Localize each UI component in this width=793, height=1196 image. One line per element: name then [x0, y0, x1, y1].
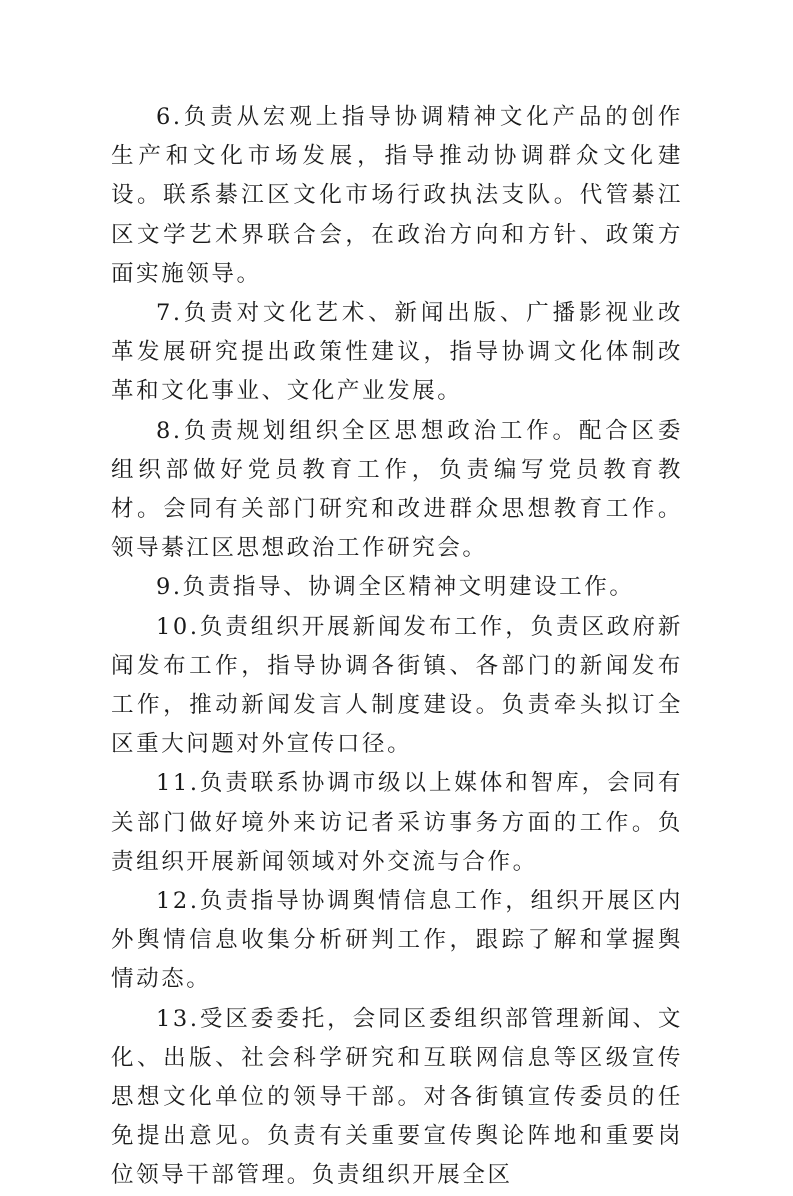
paragraph-item-12: 12.负责指导协调舆情信息工作，组织开展区内外舆情信息收集分析研判工作，跟踪了解和掌握舆情动态。 [111, 888, 683, 993]
document-body [111, 98, 683, 1196]
paragraph-item-8: 8.负责规划组织全区思想政治工作。配合区委组织部做好党员教育工作，负责编写党员教育教材。会同有关部门研究和改进群众思想教育工作。领导綦江区思想政治工作研究会。 [111, 417, 683, 562]
paragraph-item-10: 10.负责组织开展新闻发布工作，负责区政府新闻发布工作，指导协调各街镇、各部门的新闻发布工作，推动新闻发言人制度建设。负责牵头拟订全区重大问题对外宣传口径。 [111, 613, 683, 758]
paragraph-item-13: 13.受区委委托，会同区委组织部管理新闻、文化、出版、社会科学研究和互联网信息等区级宣传思想文化单位的领导干部。对各街镇宣传委员的任免提出意见。负责有关重要宣传舆论阵地和重要岗位领导干部管理。负责组织开展全区 [111, 1005, 683, 1189]
paragraph-item-7: 7.负责对文化艺术、新闻出版、广播影视业改革发展研究提出政策性建议，指导协调文化体制改革和文化事业、文化产业发展。 [111, 300, 683, 405]
paragraph-item-11: 11.负责联系协调市级以上媒体和智库，会同有关部门做好境外来访记者采访事务方面的工作。负责组织开展新闻领域对外交流与合作。 [111, 770, 683, 875]
paragraph-item-9: 9.负责指导、协调全区精神文明建设工作。 [156, 574, 635, 601]
paragraph-item-6: 6.负责从宏观上指导协调精神文化产品的创作生产和文化市场发展，指导推动协调群众文化建设。联系綦江区文化市场行政执法支队。代管綦江区文学艺术界联合会，在政治方向和方针、政策方面实施领导。 [111, 104, 683, 287]
